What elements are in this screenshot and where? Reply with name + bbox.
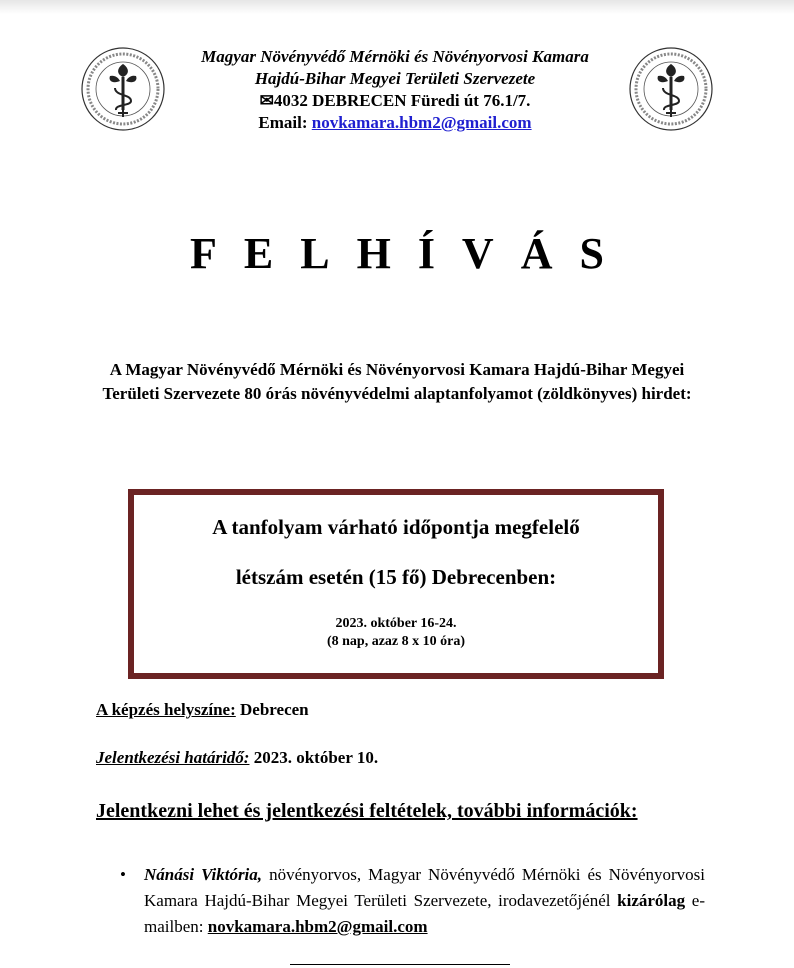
address-line <box>160 90 630 112</box>
envelope-icon: ✉ <box>259 91 274 110</box>
chamber-seal-logo-right <box>628 46 714 132</box>
contact-desc: növényorvos, Magyar Növényvédő Mérnöki és Növényorvosi Kamara Hajdú-Bihar Megyei Területi Szervezete, irodavezetőjénél <box>144 865 705 910</box>
org-branch: Hajdú-Bihar Megyei Területi Szervezete <box>254 69 536 88</box>
contact-list-item <box>120 862 705 940</box>
bullet-icon: • <box>120 865 126 884</box>
location-label: A képzés helyszíne: <box>96 700 236 719</box>
location-value: Debrecen <box>240 700 309 719</box>
box-line-1: A tanfolyam várható időpontja megfelelő <box>212 515 580 539</box>
course-date: 2023. október 16-24. <box>335 616 457 631</box>
contact-name: Nánási Viktória, <box>144 865 263 884</box>
subheading: Jelentkezni lehet és jelentkezési feltételek, további információk: <box>96 800 638 822</box>
contact-text <box>144 862 705 940</box>
address: 4032 DEBRECEN Füredi út 76.1/7. <box>273 91 531 110</box>
bottom-rule <box>290 964 510 965</box>
email-label: Email: <box>258 113 308 132</box>
page-title: FELHÍVÁS <box>190 229 631 278</box>
course-date-box <box>128 489 664 679</box>
letterhead <box>160 46 630 134</box>
deadline-label: Jelentkezési határidő: <box>96 748 250 767</box>
deadline-value: 2023. október 10. <box>253 748 379 767</box>
org-name: Magyar Növényvédő Mérnöki és Növényorvosi Kamara <box>201 47 589 66</box>
contact-via: e-mailben: <box>144 891 706 936</box>
box-dates <box>134 615 658 651</box>
box-line-2: létszám esetén (15 fő) Debrecenben: <box>235 565 557 589</box>
contact-exclusive: kizárólag <box>617 891 686 910</box>
deadline-line <box>96 748 378 768</box>
email-line <box>160 112 630 134</box>
location-line <box>96 700 309 720</box>
contact-email-link[interactable]: novkamara.hbm2@gmail.com <box>207 917 428 936</box>
email-link[interactable]: novkamara.hbm2@gmail.com <box>311 113 532 132</box>
intro-paragraph: A Magyar Növényvédő Mérnöki és Növényorvosi Kamara Hajdú-Bihar Megyei Területi Szervezete 80 órás növényvédelmi alaptanfolyamot (zöldkönyves) hirdet: <box>102 360 692 403</box>
chamber-seal-logo-left <box>80 46 166 132</box>
course-duration: (8 nap, azaz 8 x 10 óra) <box>326 634 466 649</box>
top-edge <box>0 0 794 14</box>
